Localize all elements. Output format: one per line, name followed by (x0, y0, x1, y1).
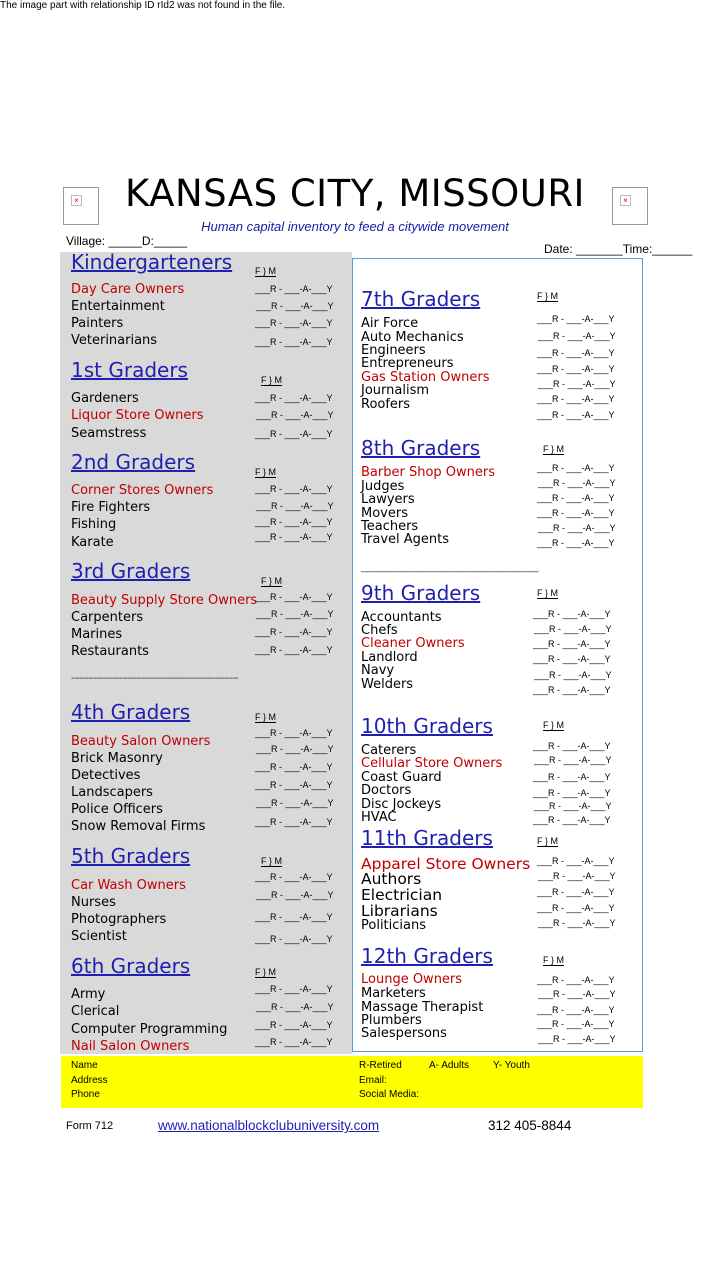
right-divider: ___________________________________ (361, 562, 539, 573)
rating-field[interactable]: ___R - ___-A-___Y (255, 532, 333, 542)
rating-field[interactable]: ___R - ___-A-___Y (255, 728, 333, 738)
village-field[interactable]: Village: _____D:_____ (66, 234, 188, 248)
grade-heading: 4th Graders (71, 700, 191, 724)
occupation-item: Army (71, 987, 106, 1002)
phone-field[interactable]: Phone (71, 1089, 100, 1100)
rating-field[interactable]: ___R - ___-A-___Y (533, 609, 611, 619)
rating-field[interactable]: ___R - ___-A-___Y (255, 872, 333, 882)
rating-field[interactable]: ___R - ___-A-___Y (255, 934, 333, 944)
email-field[interactable]: Email: (359, 1075, 387, 1086)
rating-field[interactable]: ___R - ___-A-___Y (537, 493, 615, 503)
grade-heading: 6th Graders (71, 954, 191, 978)
occupation-item: Cellular Store Owners (361, 756, 503, 771)
rating-field[interactable]: ___R - ___-A-___Y (255, 393, 333, 403)
gender-label: F } M (261, 375, 283, 385)
occupation-item: Electrician (361, 886, 443, 904)
social-media-field[interactable]: Social Media: (359, 1089, 420, 1100)
rating-field[interactable]: ___R - ___-A-___Y (537, 538, 615, 548)
rating-field[interactable]: ___R - ___-A-___Y (255, 627, 333, 637)
rating-field[interactable]: ___R - ___-A-___Y (538, 478, 616, 488)
rating-field[interactable]: ___R - ___-A-___Y (537, 364, 615, 374)
occupation-item: Roofers (361, 397, 411, 412)
rating-field[interactable]: ___R - ___-A-___Y (533, 685, 611, 695)
occupation-item: Nail Salon Owners (71, 1039, 190, 1054)
gender-label: F } M (261, 576, 283, 586)
grade-heading: 11th Graders (361, 826, 493, 850)
occupation-item: Gas Station Owners (361, 370, 490, 385)
occupation-item: Auto Mechanics (361, 330, 464, 345)
occupation-item: Veterinarians (71, 333, 158, 348)
gender-label: F } M (537, 588, 559, 598)
occupation-item: Welders (361, 677, 414, 692)
occupation-item: Entrepreneurs (361, 356, 454, 371)
occupation-item: Day Care Owners (71, 282, 185, 297)
grade-heading: Kindergarteners (71, 250, 233, 274)
grade-heading: 8th Graders (361, 436, 481, 460)
rating-field[interactable]: ___R - ___-A-___Y (255, 337, 333, 347)
legend-retired: R-Retired (359, 1060, 402, 1071)
occupation-item: Judges (361, 479, 405, 494)
occupation-item: Journalism (361, 383, 430, 398)
occupation-item: Carpenters (71, 610, 144, 625)
rating-field[interactable]: ___R - ___-A-___Y (533, 741, 611, 751)
contact-box (61, 1056, 643, 1108)
rating-field[interactable]: ___R - ___-A-___Y (255, 318, 333, 328)
rating-field[interactable]: ___R - ___-A-___Y (537, 394, 615, 404)
address-field[interactable]: Address (71, 1075, 108, 1086)
name-field[interactable]: Name (71, 1060, 98, 1071)
page-subtitle: Human capital inventory to feed a citywide movement (201, 219, 509, 234)
rating-field[interactable]: ___R - ___-A-___Y (537, 1019, 615, 1029)
occupation-item: Fire Fighters (71, 500, 151, 515)
gender-label: F } M (255, 967, 277, 977)
contact-phone: 312 405-8844 (488, 1118, 572, 1133)
occupation-item: Beauty Salon Owners (71, 734, 211, 749)
rating-field[interactable]: ___R - ___-A-___Y (255, 762, 333, 772)
occupation-item: Lounge Owners (361, 972, 463, 987)
rating-field[interactable]: ___R - ___-A-___Y (537, 1005, 615, 1015)
grade-heading: 5th Graders (71, 844, 191, 868)
rating-field[interactable]: ___R - ___-A-___Y (537, 348, 615, 358)
occupation-item: Salespersons (361, 1026, 447, 1041)
occupation-item: Entertainment (71, 299, 165, 314)
rating-field[interactable]: ___R - ___-A-___Y (255, 1037, 333, 1047)
rating-field[interactable]: ___R - ___-A-___Y (538, 871, 616, 881)
rating-field[interactable]: ___R - ___-A-___Y (537, 314, 615, 324)
occupation-item: Marketers (361, 986, 426, 1001)
rating-field[interactable]: ___R - ___-A-___Y (255, 592, 333, 602)
rating-field[interactable]: ___R - ___-A-___Y (533, 815, 611, 825)
rating-field[interactable]: ___R - ___-A-___Y (538, 1034, 616, 1044)
grade-heading: 10th Graders (361, 714, 493, 738)
occupation-item: Apparel Store Owners (361, 855, 531, 873)
occupation-item: Fishing (71, 517, 117, 532)
occupation-item: Chefs (361, 623, 398, 638)
occupation-item: Computer Programming (71, 1022, 228, 1037)
occupation-item: Cleaner Owners (361, 636, 465, 651)
grade-heading: 7th Graders (361, 287, 481, 311)
occupation-item: Gardeners (71, 391, 139, 406)
occupation-item: Snow Removal Firms (71, 819, 206, 834)
form-number: Form 712 (66, 1120, 114, 1132)
rating-field[interactable]: ___R - ___-A-___Y (256, 744, 334, 754)
occupation-item: Politicians (361, 918, 426, 933)
occupation-item: Nurses (71, 895, 116, 910)
rating-field[interactable]: ___R - ___-A-___Y (537, 856, 615, 866)
grade-heading: 9th Graders (361, 581, 481, 605)
gender-label: F } M (543, 720, 565, 730)
occupation-item: HVAC (361, 810, 397, 825)
broken-image-icon: × (612, 187, 648, 225)
occupation-item: Massage Therapist (361, 1000, 484, 1015)
rating-field[interactable]: ___R - ___-A-___Y (255, 817, 333, 827)
rating-field[interactable]: ___R - ___-A-___Y (256, 301, 334, 311)
occupation-item: Plumbers (361, 1013, 422, 1028)
occupation-item: Doctors (361, 783, 412, 798)
occupation-item: Clerical (71, 1004, 120, 1019)
rating-field[interactable]: ___R - ___-A-___Y (534, 801, 612, 811)
gender-label: F } M (543, 444, 565, 454)
rating-field[interactable]: ___R - ___-A-___Y (534, 670, 612, 680)
occupation-item: Air Force (361, 316, 419, 331)
occupation-item: Seamstress (71, 426, 147, 441)
occupation-item: Photographers (71, 912, 167, 927)
occupation-item: Detectives (71, 768, 141, 783)
occupation-item: Caterers (361, 743, 417, 758)
rating-field[interactable]: ___R - ___-A-___Y (537, 887, 615, 897)
rating-field[interactable]: ___R - ___-A-___Y (538, 379, 616, 389)
occupation-item: Movers (361, 506, 408, 521)
occupation-item: Police Officers (71, 802, 163, 817)
rating-field[interactable]: ___R - ___-A-___Y (533, 639, 611, 649)
rating-field[interactable]: ___R - ___-A-___Y (538, 331, 616, 341)
occupation-item: Travel Agents (361, 532, 450, 547)
rating-field[interactable]: ___R - ___-A-___Y (256, 1002, 334, 1012)
occupation-item: Corner Stores Owners (71, 483, 214, 498)
missing-image-warning: The image part with relationship ID rId2 was not found in the file. (0, 0, 286, 11)
grade-heading: 3rd Graders (71, 559, 191, 583)
gender-label: F } M (537, 836, 559, 846)
rating-field[interactable]: ___R - ___-A-___Y (537, 975, 615, 985)
rating-field[interactable]: ___R - ___-A-___Y (256, 410, 334, 420)
gender-label: F } M (255, 266, 277, 276)
gender-label: F } M (255, 712, 277, 722)
website-link[interactable]: www.nationalblockclubuniversity.com (158, 1118, 380, 1133)
occupation-item: Engineers (361, 343, 426, 358)
rating-field[interactable]: ___R - ___-A-___Y (537, 903, 615, 913)
grade-heading: 1st Graders (71, 358, 188, 382)
gender-label: F } M (261, 856, 283, 866)
occupation-item: Brick Masonry (71, 751, 163, 766)
legend-adults: A- Adults (429, 1060, 470, 1071)
rating-field[interactable]: ___R - ___-A-___Y (537, 508, 615, 518)
left-divider: ----------------------------------------------------------- (71, 673, 238, 684)
occupation-item: Beauty Supply Store Owners (71, 593, 258, 608)
occupation-item: Coast Guard (361, 770, 442, 785)
rating-field[interactable]: ___R - ___-A-___Y (255, 1020, 333, 1030)
rating-field[interactable]: ___R - ___-A-___Y (255, 429, 333, 439)
legend-youth: Y- Youth (493, 1060, 530, 1071)
rating-field[interactable]: ___R - ___-A-___Y (255, 780, 333, 790)
rating-field[interactable]: ___R - ___-A-___Y (255, 517, 333, 527)
occupation-item: Navy (361, 663, 395, 678)
rating-field[interactable]: ___R - ___-A-___Y (255, 284, 333, 294)
rating-field[interactable]: ___R - ___-A-___Y (256, 609, 334, 619)
occupation-item: Accountants (361, 610, 442, 625)
rating-field[interactable]: ___R - ___-A-___Y (534, 755, 612, 765)
occupation-item: Landscapers (71, 785, 153, 800)
occupation-item: Scientist (71, 929, 127, 944)
occupation-item: Authors (361, 870, 422, 888)
rating-field[interactable]: ___R - ___-A-___Y (533, 772, 611, 782)
page-title: KANSAS CITY, MISSOURI (125, 172, 585, 215)
gender-label: F } M (255, 467, 277, 477)
occupation-item: Disc Jockeys (361, 797, 442, 812)
gender-label: F } M (543, 955, 565, 965)
occupation-item: Liquor Store Owners (71, 408, 204, 423)
rating-field[interactable]: ___R - ___-A-___Y (534, 624, 612, 634)
rating-field[interactable]: ___R - ___-A-___Y (255, 984, 333, 994)
rating-field[interactable]: ___R - ___-A-___Y (256, 798, 334, 808)
rating-field[interactable]: ___R - ___-A-___Y (533, 788, 611, 798)
date-time-field[interactable]: Date: _______Time:______ (544, 242, 693, 256)
occupation-item: Librarians (361, 902, 438, 920)
occupation-item: Marines (71, 627, 123, 642)
occupation-item: Landlord (361, 650, 418, 665)
rating-field[interactable]: ___R - ___-A-___Y (537, 463, 615, 473)
rating-field[interactable]: ___R - ___-A-___Y (255, 912, 333, 922)
occupation-item: Car Wash Owners (71, 878, 186, 893)
occupation-item: Teachers (361, 519, 419, 534)
rating-field[interactable]: ___R - ___-A-___Y (256, 890, 334, 900)
occupation-item: Lawyers (361, 492, 415, 507)
rating-field[interactable]: ___R - ___-A-___Y (538, 918, 616, 928)
grade-heading: 2nd Graders (71, 450, 196, 474)
gender-label: F } M (537, 291, 559, 301)
broken-image-icon: × (63, 187, 99, 225)
occupation-item: Karate (71, 535, 114, 550)
occupation-item: Barber Shop Owners (361, 465, 496, 480)
rating-field[interactable]: ___R - ___-A-___Y (255, 484, 333, 494)
rating-field[interactable]: ___R - ___-A-___Y (538, 989, 616, 999)
rating-field[interactable]: ___R - ___-A-___Y (256, 501, 334, 511)
occupation-item: Painters (71, 316, 124, 331)
grade-heading: 12th Graders (361, 944, 493, 968)
rating-field[interactable]: ___R - ___-A-___Y (255, 645, 333, 655)
rating-field[interactable]: ___R - ___-A-___Y (533, 654, 611, 664)
rating-field[interactable]: ___R - ___-A-___Y (538, 523, 616, 533)
rating-field[interactable]: ___R - ___-A-___Y (537, 410, 615, 420)
occupation-item: Restaurants (71, 644, 149, 659)
